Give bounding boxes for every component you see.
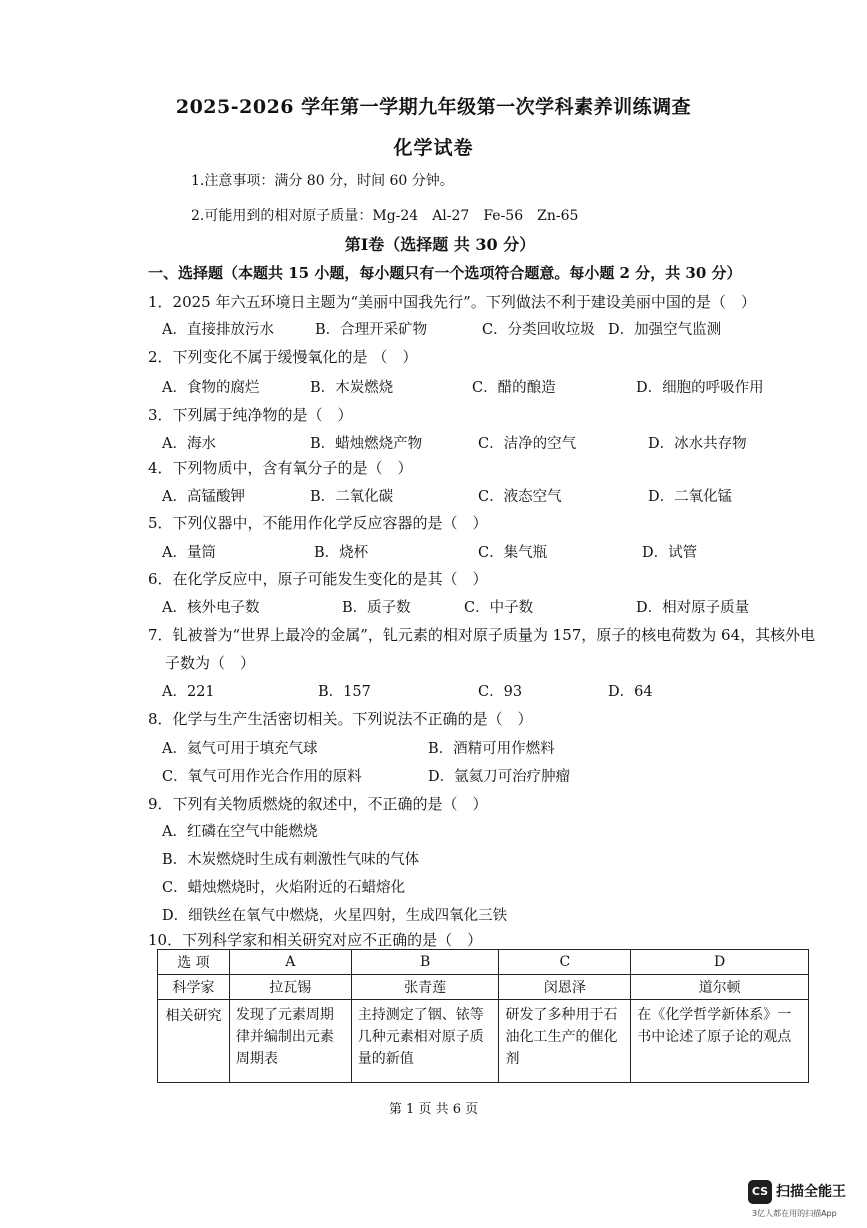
question-stem: 2．下列变化不属于缓慢氧化的是 （ ） (148, 348, 418, 366)
question-stem: 1．2025 年六五环境日主题为“美丽中国我先行”。下列做法不利于建设美丽中国的是（ ） (148, 293, 756, 311)
option: C．蜡烛燃烧时，火焰附近的石蜡熔化 (162, 880, 406, 896)
option: B．木炭燃烧时生成有刺激性气味的气体 (162, 852, 420, 868)
table-cell: 张青莲 (351, 975, 499, 1000)
question-stem: 7．钆被誉为“世界上最冷的金属”，钆元素的相对原子质量为 157，原子的核电荷数为 64，其核外电 (148, 626, 816, 644)
table-cell: 闵恩泽 (499, 975, 631, 1000)
table-cell: 拉瓦锡 (229, 975, 351, 1000)
research-label: 相关研究 (158, 1000, 230, 1083)
option: A．量筒 (162, 545, 216, 561)
table-cell: 研发了多种用于石油化工生产的催化剂 (499, 1000, 631, 1083)
question-stem: 3．下列属于纯净物的是（ ） (148, 406, 353, 424)
table-cell: 道尔顿 (631, 975, 809, 1000)
scanner-app-tagline: 3亿人都在用的扫描App (752, 1209, 837, 1218)
question-stem: 6．在化学反应中，原子可能发生变化的是其（ ） (148, 570, 488, 588)
option: A．食物的腐烂 (162, 380, 260, 396)
option: D．氩氦刀可治疗肿瘤 (428, 769, 571, 785)
note-scoring: 1.注意事项：满分 80 分，时间 60 分钟。 (191, 173, 454, 189)
option: D．二氧化锰 (648, 489, 733, 505)
table-col-header: D (631, 950, 809, 975)
table-cell: 在《化学哲学新体系》一书中论述了原子论的观点 (631, 1000, 809, 1083)
option: A．核外电子数 (162, 600, 260, 616)
scanner-app-name: 扫描全能王 (776, 1184, 846, 1200)
option: D．冰水共存物 (648, 436, 747, 452)
option: A．氦气可用于填充气球 (162, 741, 318, 757)
table-row (158, 975, 809, 1000)
section-heading: 一、选择题（本题共 15 小题，每小题只有一个选项符合题意。每小题 2 分，共 30 分） (148, 264, 742, 282)
option: D．相对原子质量 (636, 600, 750, 616)
question-stem-continued: 子数为（ ） (165, 654, 256, 672)
option: B．酒精可用作燃料 (428, 741, 555, 757)
scientist-label: 科学家 (158, 975, 230, 1000)
option: D．试管 (642, 545, 698, 561)
option: A．直接排放污水 (162, 322, 274, 338)
option: A．高锰酸钾 (162, 489, 245, 505)
page-number: 第 1 页 共 6 页 (388, 1102, 479, 1117)
question-stem: 4．下列物质中，含有氧分子的是（ ） (148, 459, 413, 477)
option: C．洁净的空气 (478, 436, 577, 452)
option: B．蜡烛燃烧产物 (310, 436, 423, 452)
option: C．液态空气 (478, 489, 562, 505)
option: C．醋的酿造 (472, 380, 556, 396)
option: C．分类回收垃圾 (482, 322, 595, 338)
table-col-header: A (229, 950, 351, 975)
table-cell: 发现了元素周期律并编制出元素周期表 (229, 1000, 351, 1083)
table-header-label: 选 项 (158, 950, 230, 975)
question-stem: 10．下列科学家和相关研究对应不正确的是（ ） (148, 931, 483, 949)
option: D．64 (608, 684, 653, 700)
option: D．细铁丝在氧气中燃烧，火星四射，生成四氧化三铁 (162, 908, 508, 924)
option: C．93 (478, 684, 523, 700)
exam-subtitle: 化学试卷 (393, 137, 474, 159)
part-title: 第Ⅰ卷（选择题 共 30 分） (344, 235, 536, 254)
option: B．合理开采矿物 (315, 322, 428, 338)
option: A．海水 (162, 436, 216, 452)
option: B．烧杯 (314, 545, 369, 561)
note-atomic-masses: 2.可能用到的相对原子质量：Mg-24 Al-27 Fe-56 Zn-65 (191, 208, 579, 224)
table-col-header: B (351, 950, 499, 975)
scanner-logo-icon: CS (748, 1180, 772, 1204)
question-stem: 9．下列有关物质燃烧的叙述中，不正确的是（ ） (148, 795, 488, 813)
option: B．木炭燃烧 (310, 380, 394, 396)
option: A．221 (162, 684, 215, 700)
option: D．加强空气监测 (608, 322, 722, 338)
table-cell: 主持测定了铟、铱等几种元素相对原子质量的新值 (351, 1000, 499, 1083)
option: B．二氧化碳 (310, 489, 394, 505)
question-stem: 5．下列仪器中，不能用作化学反应容器的是（ ） (148, 514, 488, 532)
table-col-header: C (499, 950, 631, 975)
option: B．157 (318, 684, 371, 700)
option: B．质子数 (342, 600, 411, 616)
question-stem: 8．化学与生产生活密切相关。下列说法不正确的是（ ） (148, 710, 533, 728)
option: D．细胞的呼吸作用 (636, 380, 764, 396)
option: C．氧气可用作光合作用的原料 (162, 769, 362, 785)
table-row (158, 950, 809, 975)
scientist-table (157, 949, 809, 1083)
option: A．红磷在空气中能燃烧 (162, 824, 318, 840)
option: C．集气瓶 (478, 545, 548, 561)
table-row (158, 1000, 809, 1083)
exam-title: 2025-2026 学年第一学期九年级第一次学科素养训练调查 (175, 96, 692, 118)
option: C．中子数 (464, 600, 534, 616)
